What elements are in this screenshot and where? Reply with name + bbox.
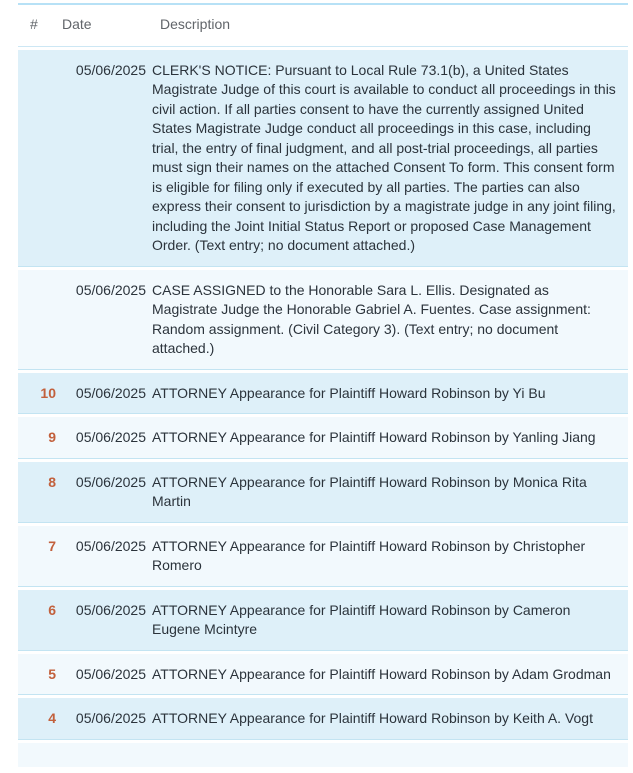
- docket-entry-number[interactable]: [18, 61, 56, 256]
- docket-entry-number[interactable]: 8: [48, 473, 56, 490]
- docket-table: [18, 3, 628, 767]
- docket-entry-number[interactable]: 6: [48, 601, 56, 618]
- docket-entry-date: 05/06/2025: [75, 429, 146, 445]
- table-row[interactable]: [18, 50, 628, 267]
- docket-entry-number[interactable]: 9: [48, 429, 56, 445]
- table-row[interactable]: [18, 373, 628, 415]
- docket-entry-date: 05/06/2025: [75, 710, 146, 726]
- docket-entry-date: 05/06/2025: [75, 601, 146, 618]
- table-row[interactable]: [18, 698, 628, 740]
- docket-entry-description: CASE ASSIGNED to the Honorable Sara L. Ellis. Designated as Magistrate Judge the Honorable Gabriel A. Fuentes. Case assignment: Random assignment. (Civil Category 3). (Text entry; no document attached.): [152, 281, 591, 356]
- docket-entry-number[interactable]: 10: [40, 384, 56, 401]
- docket-entry-description: ATTORNEY Appearance for Plaintiff Howard Robinson by Monica Rita Martin: [152, 473, 587, 509]
- docket-entry-number[interactable]: [18, 281, 56, 359]
- docket-entry-date: 05/06/2025: [75, 61, 146, 78]
- docket-entry-number[interactable]: 4: [48, 710, 56, 726]
- column-header-description: Description: [160, 16, 231, 32]
- next-row-partial: [18, 743, 628, 767]
- table-row[interactable]: [18, 462, 628, 523]
- docket-entry-date: 05/06/2025: [75, 281, 146, 298]
- table-row[interactable]: [18, 417, 628, 459]
- docket-entry-description: ATTORNEY Appearance for Plaintiff Howard Robinson by Yanling Jiang: [152, 429, 596, 445]
- docket-entry-date: 05/06/2025: [75, 665, 146, 682]
- docket-entry-number[interactable]: 5: [48, 665, 56, 682]
- docket-entry-date: 05/06/2025: [75, 537, 146, 554]
- column-header-date: Date: [62, 16, 92, 32]
- table-row[interactable]: [18, 590, 628, 651]
- table-row[interactable]: [18, 654, 628, 696]
- docket-entry-date: 05/06/2025: [75, 473, 146, 490]
- docket-entry-description: ATTORNEY Appearance for Plaintiff Howard Robinson by Adam Grodman: [152, 665, 611, 682]
- docket-entry-date: 05/06/2025: [75, 384, 146, 401]
- docket-table-header: [18, 3, 628, 47]
- docket-rows: [18, 50, 628, 740]
- table-row[interactable]: [18, 270, 628, 370]
- table-row[interactable]: [18, 526, 628, 587]
- docket-entry-description: ATTORNEY Appearance for Plaintiff Howard Robinson by Christopher Romero: [152, 537, 586, 573]
- docket-entry-description: ATTORNEY Appearance for Plaintiff Howard Robinson by Keith A. Vogt: [152, 710, 593, 726]
- column-header-number: #: [30, 16, 38, 32]
- docket-entry-number[interactable]: 7: [48, 537, 56, 554]
- docket-entry-description: ATTORNEY Appearance for Plaintiff Howard Robinson by Cameron Eugene Mcintyre: [152, 601, 571, 637]
- docket-entry-description: CLERK'S NOTICE: Pursuant to Local Rule 73.1(b), a United States Magistrate Judge of this court is available to conduct all proceedings in this civil action. If all parties consent to have the currently assigned United States Magistrate Judge conduct all proceedings in this case, including trial, the entry of final judgment, and all post-trial proceedings, all parties must sign their names on the attached Consent To form. This consent form is eligible for filing only if executed by all parties. The parties can also express their consent to jurisdiction by a magistrate judge in any joint filing, including the Joint Initial Status Report or proposed Case Management Order. (Text entry; no document attached.): [152, 61, 616, 253]
- docket-entry-description: ATTORNEY Appearance for Plaintiff Howard Robinson by Yi Bu: [152, 384, 546, 401]
